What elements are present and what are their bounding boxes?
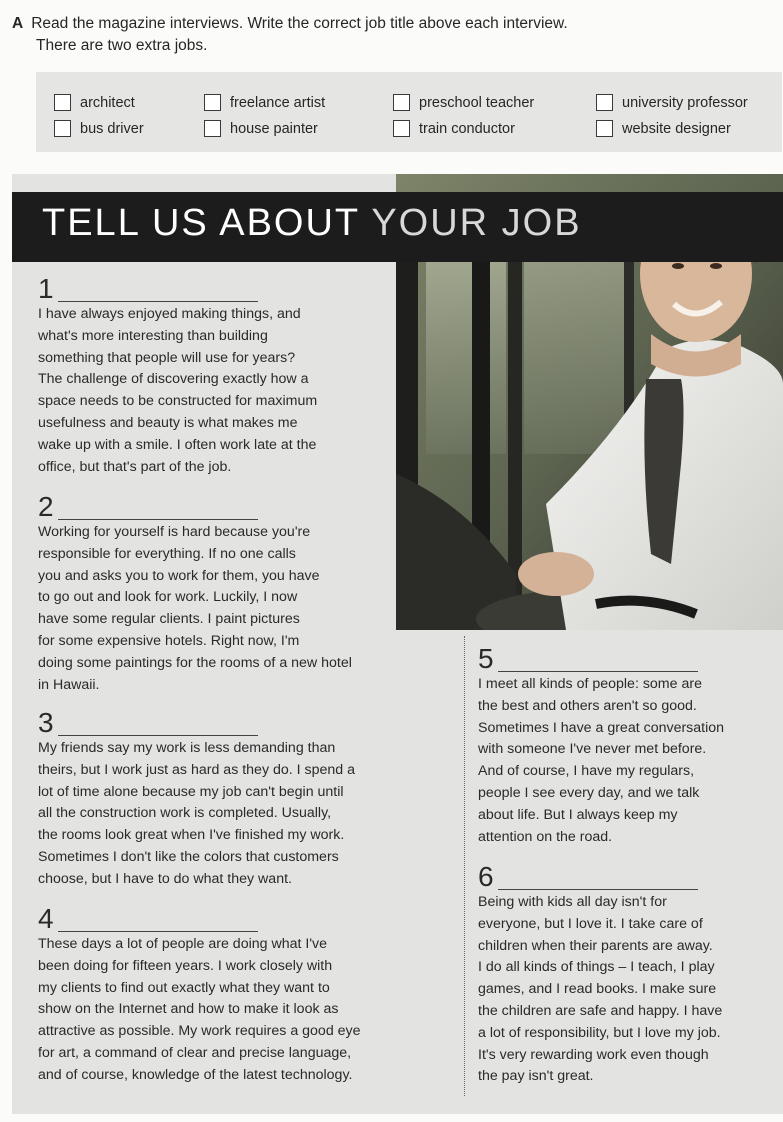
- option-architect[interactable]: [54, 94, 135, 111]
- interview-1: [38, 274, 398, 478]
- text-line: something that people will use for years?: [38, 349, 296, 366]
- text-line: attractive as possible. My work requires a good eye: [38, 1023, 361, 1040]
- job-options-box: [36, 72, 782, 152]
- option-label: bus driver: [80, 120, 144, 137]
- text-line: and of course, knowledge of the latest technology.: [38, 1066, 353, 1083]
- text-line: wake up with a smile. I often work late at the: [38, 436, 317, 453]
- text-line: Working for yourself is hard because you're: [38, 524, 311, 540]
- interview-4: [38, 904, 458, 1087]
- text-line: I do all kinds of things – I teach, I play: [478, 959, 715, 976]
- text-line: choose, but I have to do what they want.: [38, 870, 292, 887]
- text-line: a lot of responsibility, but I love my job.: [478, 1024, 721, 1041]
- text-line: Sometimes I have a great conversation: [478, 719, 725, 736]
- column-divider: [464, 636, 465, 1096]
- checkbox[interactable]: [54, 120, 71, 137]
- option-freelance-artist[interactable]: [204, 94, 325, 111]
- text-line: And of course, I have my regulars,: [478, 763, 695, 780]
- interview-number: 4: [38, 903, 54, 934]
- option-bus-driver[interactable]: [54, 120, 144, 137]
- text-line: the rooms look great when I've finished my work.: [38, 827, 345, 844]
- instruction-line-1: Read the magazine interviews. Write the correct job title above each interview.: [31, 15, 568, 32]
- interview-2: [38, 492, 458, 696]
- answer-blank[interactable]: [498, 889, 698, 890]
- checkbox[interactable]: [204, 120, 221, 137]
- option-label: train conductor: [419, 120, 515, 137]
- text-line: doing some paintings for the rooms of a new hotel: [38, 654, 352, 671]
- text-line: about life. But I always keep my: [478, 806, 678, 823]
- banner-title-part-1: TELL US ABOUT: [42, 202, 360, 244]
- interview-5: [478, 644, 783, 848]
- option-label: university professor: [622, 94, 748, 111]
- option-label: architect: [80, 94, 135, 111]
- interview-text: [478, 674, 783, 848]
- interview-text: [478, 892, 783, 1088]
- text-line: children when their parents are away.: [478, 937, 713, 954]
- option-label: house painter: [230, 120, 318, 137]
- option-house-painter[interactable]: [204, 120, 318, 137]
- text-line: all the construction work is completed. Usually,: [38, 805, 332, 822]
- answer-blank[interactable]: [58, 301, 258, 302]
- banner-title-part-2: YOUR JOB: [371, 202, 582, 244]
- text-line: I meet all kinds of people: some are: [478, 676, 702, 692]
- interview-text: [38, 738, 458, 891]
- option-website-designer[interactable]: [596, 120, 731, 137]
- text-line: everyone, but I love it. I take care of: [478, 915, 703, 932]
- text-line: lot of time alone because my job can't begin until: [38, 783, 344, 800]
- banner-title: [42, 202, 582, 245]
- text-line: the children are safe and happy. I have: [478, 1002, 723, 1019]
- interview-number: 5: [478, 643, 494, 674]
- text-line: for art, a command of clear and precise language,: [38, 1044, 352, 1061]
- text-line: have some regular clients. I paint pictures: [38, 611, 300, 628]
- text-line: These days a lot of people are doing what I've: [38, 936, 328, 952]
- text-line: in Hawaii.: [38, 676, 100, 693]
- text-line: what's more interesting than building: [38, 327, 268, 344]
- text-line: usefulness and beauty is what makes me: [38, 414, 298, 431]
- checkbox[interactable]: [596, 94, 613, 111]
- text-line: My friends say my work is less demanding than: [38, 740, 336, 756]
- text-line: the pay isn't great.: [478, 1068, 594, 1085]
- text-line: been doing for fifteen years. I work closely with: [38, 957, 333, 974]
- instructions: [12, 13, 568, 57]
- interview-number: 3: [38, 707, 54, 738]
- option-preschool-teacher[interactable]: [393, 94, 534, 111]
- checkbox[interactable]: [393, 94, 410, 111]
- answer-blank[interactable]: [498, 671, 698, 672]
- interview-6: [478, 862, 783, 1088]
- text-line: Sometimes I don't like the colors that customers: [38, 848, 339, 865]
- answer-blank[interactable]: [58, 519, 258, 520]
- interview-3: [38, 708, 458, 891]
- title-banner: [12, 192, 783, 262]
- option-label: preschool teacher: [419, 94, 535, 111]
- option-label: website designer: [622, 120, 731, 137]
- exercise-letter: A: [12, 15, 24, 32]
- text-line: with someone I've never met before.: [478, 741, 707, 758]
- text-line: responsible for everything. If no one calls: [38, 545, 296, 562]
- text-line: I have always enjoyed making things, and: [38, 306, 301, 322]
- text-line: attention on the road.: [478, 828, 613, 845]
- checkbox[interactable]: [393, 120, 410, 137]
- option-train-conductor[interactable]: [393, 120, 515, 137]
- text-line: office, but that's part of the job.: [38, 458, 232, 475]
- option-label: freelance artist: [230, 94, 326, 111]
- text-line: space needs to be constructed for maximum: [38, 393, 318, 410]
- text-line: for some expensive hotels. Right now, I'm: [38, 632, 300, 649]
- text-line: people I see every day, and we talk: [478, 784, 700, 801]
- text-line: my clients to find out exactly what they want to: [38, 979, 330, 996]
- text-line: to go out and look for work. Luckily, I now: [38, 589, 298, 606]
- text-line: you and asks you to work for them, you have: [38, 567, 320, 584]
- text-line: Being with kids all day isn't for: [478, 894, 667, 910]
- answer-blank[interactable]: [58, 735, 258, 736]
- interview-number: 6: [478, 861, 494, 892]
- interview-text: [38, 522, 458, 696]
- text-line: games, and I read books. I make sure: [478, 981, 717, 998]
- checkbox[interactable]: [204, 94, 221, 111]
- instruction-line-2: There are two extra jobs.: [36, 37, 208, 54]
- answer-blank[interactable]: [58, 931, 258, 932]
- interview-number: 2: [38, 491, 54, 522]
- option-university-professor[interactable]: [596, 94, 748, 111]
- text-line: It's very rewarding work even though: [478, 1046, 709, 1063]
- checkbox[interactable]: [54, 94, 71, 111]
- text-line: show on the Internet and how to make it look as: [38, 1001, 339, 1018]
- article-panel: [12, 174, 783, 1114]
- interview-text: [38, 934, 458, 1087]
- checkbox[interactable]: [596, 120, 613, 137]
- interview-number: 1: [38, 273, 54, 304]
- text-line: the best and others aren't so good.: [478, 697, 697, 714]
- interview-text: [38, 304, 398, 478]
- text-line: The challenge of discovering exactly how a: [38, 371, 309, 388]
- text-line: theirs, but I work just as hard as they do. I spend a: [38, 761, 356, 778]
